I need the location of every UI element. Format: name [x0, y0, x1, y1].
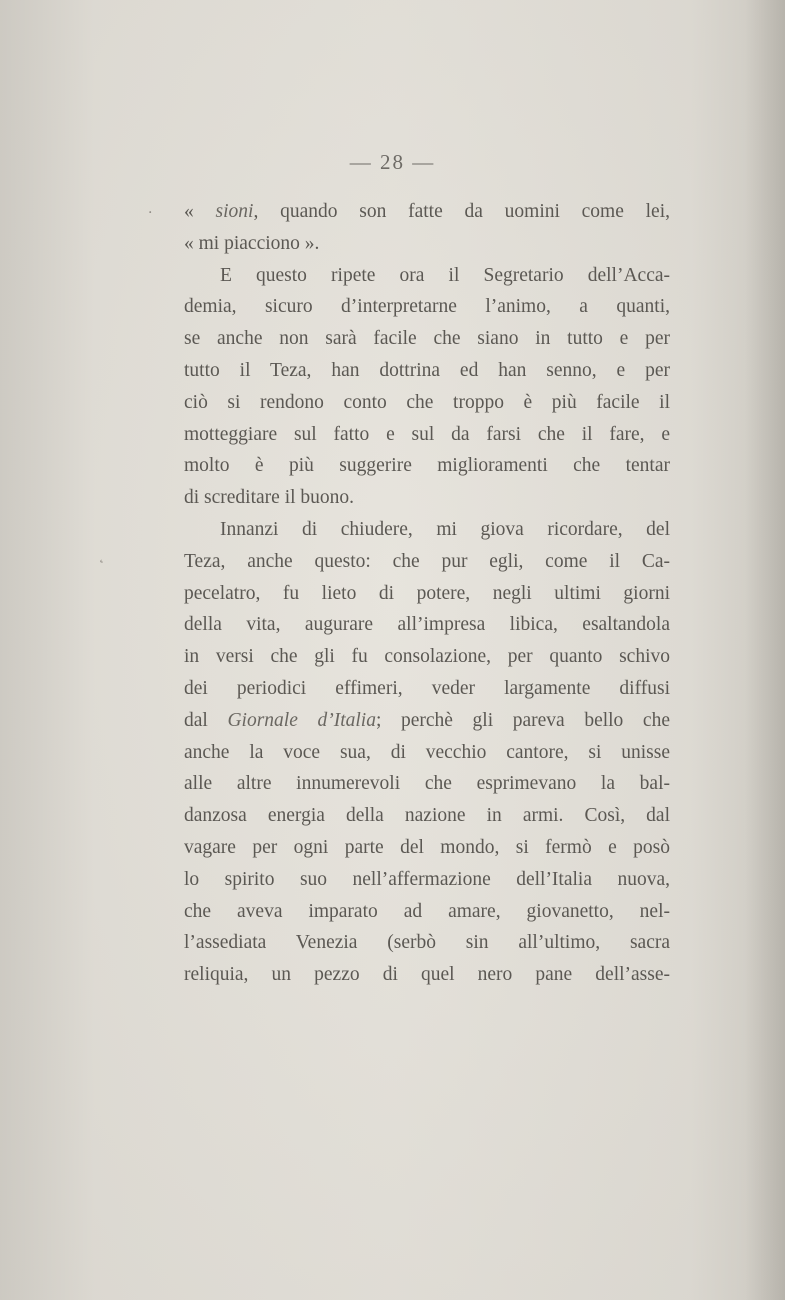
- margin-mark: ˛: [98, 548, 105, 564]
- text-segment: Teza, anche questo: che pur egli, come il Ca-: [184, 550, 670, 572]
- text-segment: di screditare il buono.: [184, 487, 355, 509]
- text-line: [184, 864, 670, 896]
- text-segment: alle altre innumerevoli che esprimevano la bal-: [184, 773, 670, 795]
- text-segment: Innanzi di chiudere, mi giova ricordare, del: [220, 518, 670, 540]
- text-segment: ciò si rendono conto che troppo è più facile il: [184, 391, 670, 413]
- text-segment: reliquia, un pezzo di quel nero pane dell’asse-: [184, 964, 670, 986]
- text-line: [184, 609, 670, 641]
- text-line: [184, 355, 670, 387]
- text-line: [184, 705, 670, 737]
- text-line: [184, 291, 670, 323]
- text-line: [184, 546, 670, 578]
- text-segment: dei periodici effimeri, veder largamente diffusi: [184, 677, 670, 699]
- page-number: — 28 —: [349, 150, 436, 174]
- text-segment: «: [184, 201, 216, 222]
- text-line: [184, 896, 670, 928]
- text-segment: motteggiare sul fatto e sul da farsi che il fare, e: [184, 423, 670, 445]
- text-segment: dal: [184, 709, 228, 731]
- text-segment: lo spirito suo nell’affermazione dell’Italia nuova,: [184, 868, 670, 890]
- text-segment: tutto il Teza, han dottrina ed han senno, e per: [184, 359, 670, 381]
- text-line: [184, 800, 670, 832]
- text-segment: l’assediata Venezia (serbò sin all’ultimo, sacra: [184, 932, 670, 954]
- text-segment: che aveva imparato ad amare, giovanetto, nel-: [184, 900, 670, 922]
- text-segment: E questo ripete ora il Segretario dell’Acca-: [220, 264, 670, 286]
- text-line: [184, 641, 670, 673]
- text-line: [184, 673, 670, 705]
- text-segment: , quando son fatte da uomini come lei,: [253, 201, 671, 222]
- text-line: [184, 959, 670, 991]
- page-edge-shadow: [745, 0, 785, 1300]
- text-line: [184, 737, 670, 769]
- text-line: [184, 514, 670, 546]
- text-line: [184, 450, 670, 482]
- italic-text: Giornale d’Italia: [227, 709, 376, 731]
- text-line: [184, 260, 670, 292]
- italic-text: sioni: [215, 201, 254, 222]
- text-segment: molto è più suggerire miglioramenti che tentar: [184, 455, 670, 477]
- text-segment: ; perchè gli pareva bello che: [375, 709, 670, 731]
- text-line: [184, 387, 670, 419]
- margin-mark: ·: [148, 205, 153, 221]
- text-segment: vagare per ogni parte del mondo, si fermò e posò: [184, 836, 670, 858]
- paragraph: [184, 196, 670, 260]
- text-segment: in versi che gli fu consolazione, per quanto schivo: [184, 646, 670, 668]
- text-segment: anche la voce sua, di vecchio cantore, si unisse: [184, 741, 670, 763]
- text-segment: demia, sicuro d’interpretarne l’animo, a quanti,: [184, 296, 670, 318]
- paragraph: [184, 260, 670, 514]
- text-line: [184, 419, 670, 451]
- text-line: [184, 482, 670, 514]
- text-line: [184, 196, 670, 228]
- text-line: [184, 768, 670, 800]
- text-segment: danzosa energia della nazione in armi. Così, dal: [184, 805, 670, 827]
- body-text: [184, 196, 670, 991]
- text-segment: della vita, augurare all’impresa libica, esaltandola: [184, 614, 670, 636]
- paragraph: [184, 514, 670, 991]
- text-segment: se anche non sarà facile che siano in tutto e per: [184, 328, 670, 350]
- text-line: [184, 228, 670, 260]
- text-line: [184, 832, 670, 864]
- text-line: [184, 578, 670, 610]
- text-line: [184, 323, 670, 355]
- text-segment: « mi piacciono ».: [184, 232, 320, 254]
- text-segment: pecelatro, fu lieto di potere, negli ultimi giorni: [184, 582, 670, 604]
- text-line: [184, 927, 670, 959]
